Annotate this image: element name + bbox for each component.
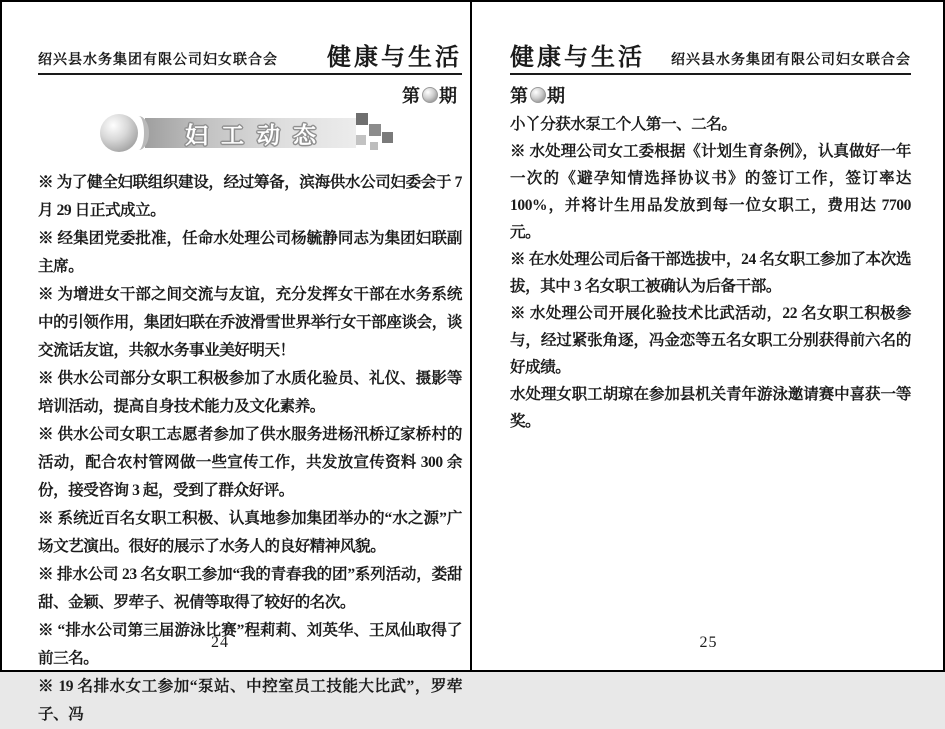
right-header-title: 健康与生活 — [510, 45, 645, 71]
left-issue-line — [38, 82, 458, 108]
page-left — [2, 2, 470, 723]
paragraph: ※ 在水处理公司后备干部选拔中，24 名女职工参加了本次选拔，其中 3 名女职工被确认为后备干部。 — [510, 251, 911, 295]
paragraph: ※ 为了健全妇联组织建设，经过筹备，滨海供水公司妇委会于 7 月 29 日正式成立。 — [38, 174, 462, 219]
paragraph: ※ 水处理公司开展化验技术比武活动，22 名女职工积极参与，经过紧张角逐，冯金恋等五名女职工分别获得前六名的好成绩。 — [510, 305, 911, 376]
paragraph: ※ 水处理公司女工委根据《计划生育条例》，认真做好一年一次的《避孕知情选择协议书》的签订工作，签订率达 100%，并将计生用品发放到每一位女职工，费用达 7700 元。 — [510, 143, 911, 241]
right-body — [510, 111, 911, 435]
banner-checker-icon — [354, 112, 400, 154]
banner-sphere-icon — [100, 114, 138, 152]
banner-bar — [145, 118, 356, 148]
right-header-org: 绍兴县水务集团有限公司妇女联合会 — [671, 53, 911, 69]
paragraph: ※ 排水公司 23 名女职工参加“我的青春我的团”系列活动，娄甜甜、金颖、罗荦子、祝倩等取得了较好的名次。 — [38, 566, 462, 611]
left-header-org: 绍兴县水务集团有限公司妇女联合会 — [38, 53, 278, 69]
paragraph: ※ 系统近百名女职工积极、认真地参加集团举办的“水之源”广场文艺演出。很好的展示了水务人的良好精神风貌。 — [38, 510, 462, 555]
page-number: 24 — [211, 634, 229, 651]
paragraph: ※ 供水公司女职工志愿者参加了供水服务进杨汛桥辽家桥村的活动，配合农村管网做一些宣传工作，共发放宣传资料 300 余份，接受咨询 3 起，受到了群众好评。 — [38, 426, 462, 499]
left-header-title: 健康与生活 — [327, 45, 462, 71]
paragraph: ※ 19 名排水女工参加“泵站、中控室员工技能大比武”，罗荦子、冯 — [38, 678, 462, 723]
right-header — [510, 46, 911, 75]
banner — [100, 112, 400, 154]
issue-suffix: 期 — [547, 86, 566, 106]
page-right — [472, 2, 945, 670]
paragraph: ※ 供水公司部分女职工积极参加了水质化验员、礼仪、摄影等培训活动，提高自身技术能力及文化素养。 — [38, 370, 462, 415]
paragraph: 水处理女职工胡琼在参加县机关青年游泳邀请赛中喜获一等奖。 — [510, 386, 911, 430]
issue-prefix: 第 — [510, 86, 529, 106]
page-number: 25 — [699, 634, 718, 651]
issue-ball-icon — [422, 87, 438, 103]
issue-prefix: 第 — [402, 86, 421, 106]
issue-suffix: 期 — [439, 86, 458, 106]
paragraph: ※ 经集团党委批准，任命水处理公司杨毓静同志为集团妇联副主席。 — [38, 230, 462, 275]
issue-ball-icon — [530, 87, 546, 103]
paragraph: ※ “排水公司第三届游泳比赛”程莉莉、刘英华、王凤仙取得了前三名。 — [38, 622, 462, 667]
right-issue-line — [510, 82, 911, 108]
paragraph: 小丫分获水泵工个人第一、二名。 — [510, 116, 737, 133]
left-header — [38, 46, 462, 75]
paragraph: ※ 为增进女干部之间交流与友谊，充分发挥女干部在水务系统中的引领作用，集团妇联在乔波滑雪世界举行女干部座谈会，谈交流话友谊，共叙水务事业美好明天！ — [38, 286, 462, 359]
banner-title: 妇工动态 — [185, 122, 329, 148]
